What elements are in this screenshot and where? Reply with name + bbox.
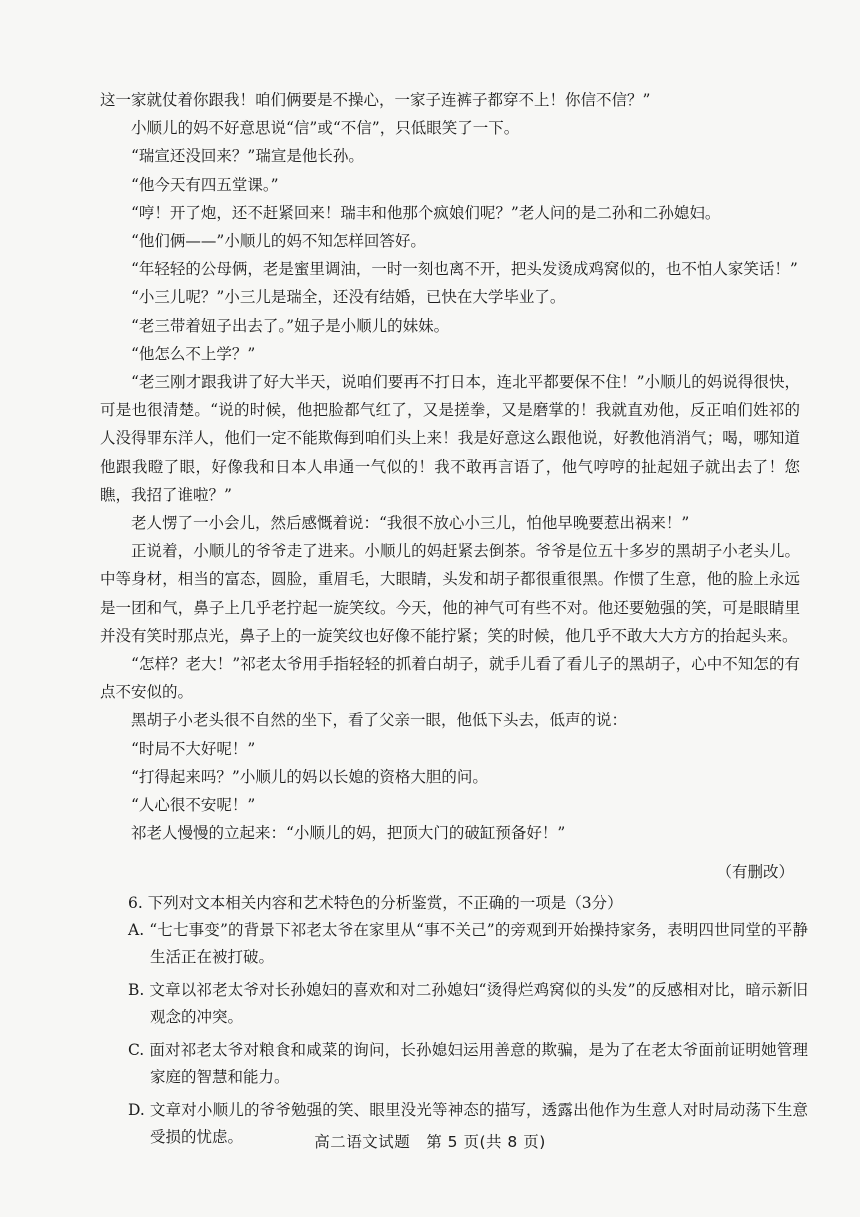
story-paragraph: 小顺儿的妈不好意思说“信”或“不信”，只低眼笑了一下。 — [131, 119, 520, 138]
question-stem: 6. 下列对文本相关内容和艺术特色的分析鉴赏，不正确的一项是（3分） — [128, 894, 623, 912]
option-c: C. 面对祁老太爷对粮食和咸菜的询问，长孙媳妇运用善意的欺骗，是为了在老太爷面前证明她管理家庭的智慧和能力。 — [128, 1041, 808, 1086]
story-paragraph: “人心很不安呢！” — [131, 796, 256, 815]
page-footer: 高二语文试题 第 5 页(共 8 页) — [314, 1133, 546, 1151]
story-paragraph: 黑胡子小老头很不自然的坐下，看了父亲一眼，他低下头去，低声的说： — [131, 711, 628, 730]
story-paragraph: 这一家就仗着你跟我！咱们俩要是不操心，一家子连裤子都穿不上！你信不信？” — [100, 91, 651, 109]
story-paragraph: “年轻轻的公母俩，老是蜜里调油，一时一刻也离不开，把头发烫成鸡窝似的，也不怕人家笑话！” — [131, 260, 798, 279]
story-paragraph: “怎样？老大！”祁老太爷用手指轻轻的抓着白胡子，就手儿看了看儿子的黑胡子，心中不知怎的有点不安似的。 — [100, 655, 800, 702]
story-paragraph: “小三儿呢？”小三儿是瑞全，还没有结婚，已快在大学毕业了。 — [131, 288, 566, 307]
source-note: （有删改） — [716, 863, 794, 881]
question-6 — [128, 890, 808, 1151]
story-paragraph: 老人愣了一小会儿，然后感慨着说：“我很不放心小三儿，怕他早晚要惹出祸来！” — [131, 514, 690, 533]
story-paragraph: “老三刚才跟我讲了好大半天，说咱们要再不打日本，连北平都要保不住！”小顺儿的妈说得很快，可是也很清楚。“说的时候，他把脸都气红了，又是搓拳，又是磨掌的！我就直劝他，反正咱们姓祁的人没得罪东洋人，他们一定不能欺侮到咱们头上来！我是好意这么跟他说，好教他消消气；喝，哪知道他跟我瞪了眼，好像我和日本人串通一气似的！我不敢再言语了，他气哼哼的扯起妞子就出去了！您瞧，我招了谁啦？” — [100, 373, 800, 504]
story-paragraph: “他们俩——”小顺儿的妈不知怎样回答好。 — [131, 232, 426, 251]
story-paragraph: “时局不大好呢！” — [131, 739, 256, 758]
story-paragraph: “哼！开了炮，还不赶紧回来！瑞丰和他那个疯娘们呢？”老人问的是二孙和二孙媳妇。 — [131, 203, 721, 222]
story-text — [100, 86, 800, 847]
option-a: A. “七七事变”的背景下祁老太爷在家里从“事不关己”的旁观到开始操持家务，表明四世同堂的平静生活正在被打破。 — [128, 921, 808, 966]
story-paragraph: 祁老人慢慢的立起来：“小顺儿的妈，把顶大门的破缸预备好！” — [131, 824, 566, 843]
option-b: B. 文章以祁老太爷对长孙媳妇的喜欢和对二孙媳妇“烫得烂鸡窝似的头发”的反感相对比，暗示新旧观念的冲突。 — [128, 981, 808, 1026]
story-paragraph: “老三带着妞子出去了。”妞子是小顺儿的妹妹。 — [131, 316, 450, 335]
story-paragraph: “瑞宣还没回来？”瑞宣是他长孙。 — [131, 147, 364, 166]
story-paragraph: 正说着，小顺儿的爷爷走了进来。小顺儿的妈赶紧去倒茶。爷爷是位五十多岁的黑胡子小老头儿。中等身材，相当的富态，圆脸，重眉毛，大眼睛，头发和胡子都很重很黑。作惯了生意，他的脸上永远是一团和气，鼻子上几乎老拧起一旋笑纹。今天，他的神气可有些不对。他还要勉强的笑，可是眼睛里并没有笑时那点光，鼻子上的一旋笑纹也好像不能拧紧；笑的时候，他几乎不敢大大方方的抬起头来。 — [100, 542, 800, 645]
story-paragraph: “他怎么不上学？” — [131, 344, 256, 363]
story-paragraph: “他今天有四五堂课。” — [131, 175, 279, 194]
story-paragraph: “打得起来吗？”小顺儿的妈以长媳的资格大胆的问。 — [131, 767, 488, 786]
option-d: D. 文章对小顺儿的爷爷勉强的笑、眼里没光等神态的描写，透露出他作为生意人对时局动荡下生意受损的忧虑。 — [128, 1101, 808, 1146]
